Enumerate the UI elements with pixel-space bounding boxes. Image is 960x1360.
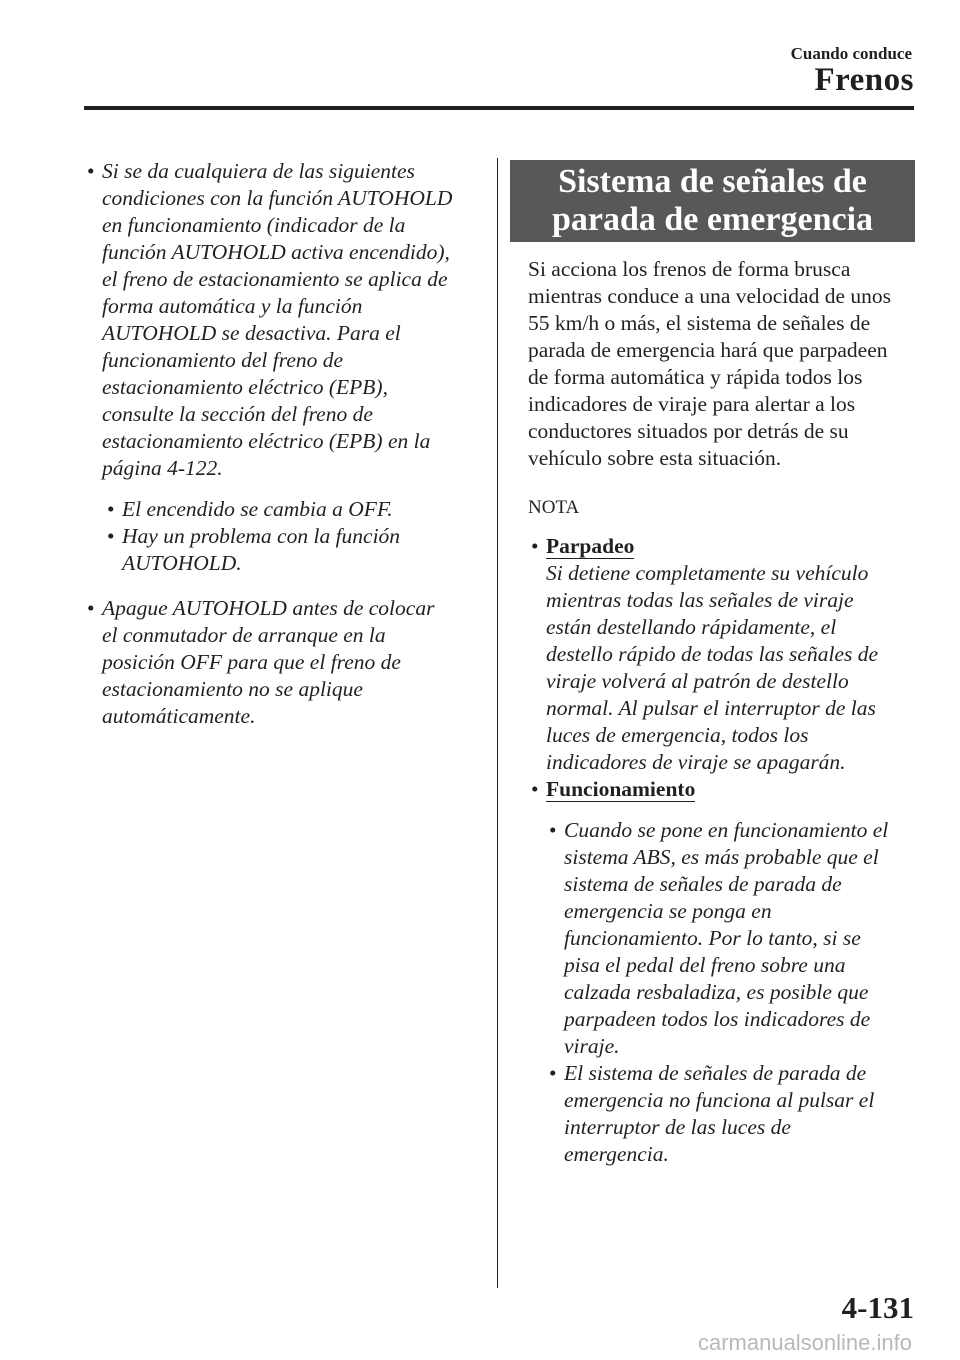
text-line: emergencia no funciona al pulsar el <box>564 1088 875 1112</box>
note-heading-funcionamiento: Funcionamiento <box>546 777 696 801</box>
page-number: 4-131 <box>841 1290 914 1325</box>
text-line: página 4-122. <box>102 456 223 480</box>
text-line: viraje. <box>564 1034 620 1058</box>
bullet-icon: • <box>531 534 539 558</box>
text-line: Hay un problema con la función <box>122 524 401 548</box>
text-line: Si acciona los frenos de forma brusca <box>528 257 851 281</box>
watermark: carmanualsonline.info <box>697 1330 912 1355</box>
text-line: destello rápido de todas las señales de <box>546 642 879 666</box>
text-line: forma automática y la función <box>102 294 363 318</box>
section-body-text <box>528 256 918 472</box>
text-line: el freno de estacionamiento se aplica de <box>102 267 448 291</box>
text-line: interruptor de las luces de <box>564 1115 791 1139</box>
section-title-box <box>510 160 915 242</box>
text-line: mientras conduce a una velocidad de unos <box>528 284 891 308</box>
text-line: 55 km/h o más, el sistema de señales de <box>528 311 871 335</box>
bullet-icon: • <box>87 159 95 183</box>
text-line: parada de emergencia hará que parpadeen <box>528 338 888 362</box>
text-line: en funcionamiento (indicador de la <box>102 213 406 237</box>
note-item-parpadeo <box>528 533 918 560</box>
text-line: estacionamiento no se aplique <box>102 677 363 701</box>
text-line: El encendido se cambia a OFF. <box>122 497 393 521</box>
text-line: indicadores de viraje se apagarán. <box>546 750 846 774</box>
text-line: AUTOHOLD. <box>122 551 242 575</box>
text-line: mientras todas las señales de viraje <box>546 588 854 612</box>
text-line: están destellando rápidamente, el <box>546 615 837 639</box>
bullet-icon: • <box>87 596 95 620</box>
bullet-icon: • <box>531 777 539 801</box>
text-line: funcionamiento del freno de <box>102 348 344 372</box>
header-chapter-title: Frenos <box>814 62 914 98</box>
left-subbullet-autohold-problem <box>104 523 484 577</box>
bullet-text <box>564 1060 918 1168</box>
note-heading-parpadeo: Parpadeo <box>546 534 635 558</box>
header-section: Cuando conduce <box>790 44 912 63</box>
column-divider <box>497 158 498 1288</box>
bullet-text <box>102 595 484 730</box>
note-item-funcionamiento <box>528 776 918 803</box>
text-line: consulte la sección del freno de <box>102 402 373 426</box>
bullet-text <box>102 158 484 482</box>
text-line: automáticamente. <box>102 704 256 728</box>
text-line: Apague AUTOHOLD antes de colocar <box>102 596 435 620</box>
right-column <box>528 256 918 1168</box>
bullet-text <box>122 496 484 523</box>
text-line: de forma automática y rápida todos los <box>528 365 863 389</box>
bullet-icon: • <box>107 524 115 548</box>
text-line: calzada resbaladiza, es posible que <box>564 980 869 1004</box>
text-line: sistema ABS, es más probable que el <box>564 845 879 869</box>
text-line: condiciones con la función AUTOHOLD <box>102 186 453 210</box>
nota-label: NOTA <box>528 497 580 518</box>
text-line: sistema de señales de parada de <box>564 872 842 896</box>
bullet-text <box>122 523 484 577</box>
header-rule <box>84 106 914 110</box>
text-line: normal. Al pulsar el interruptor de las <box>546 696 876 720</box>
text-line: luces de emergencia, todos los <box>546 723 809 747</box>
text-line: pisa el pedal del freno sobre una <box>564 953 846 977</box>
bullet-icon: • <box>107 497 115 521</box>
note-text-parpadeo <box>546 560 918 776</box>
text-line: parpadeen todos los indicadores de <box>564 1007 871 1031</box>
text-line: el conmutador de arranque en la <box>102 623 386 647</box>
bullet-icon: • <box>549 1061 557 1085</box>
text-line: Si se da cualquiera de las siguientes <box>102 159 415 183</box>
bullet-text <box>564 817 918 1060</box>
text-line: conductores situados por detrás de su <box>528 419 849 443</box>
text-line: AUTOHOLD se desactiva. Para el <box>102 321 401 345</box>
left-subbullet-ignition-off <box>104 496 484 523</box>
left-column <box>84 158 484 730</box>
note-subbullet-abs <box>546 817 918 1060</box>
text-line: funcionamiento. Por lo tanto, si se <box>564 926 861 950</box>
text-line: estacionamiento eléctrico (EPB), <box>102 375 388 399</box>
left-bullet-autohold-conditions <box>84 158 484 482</box>
left-bullet-turn-off-autohold <box>84 595 484 730</box>
text-line: estacionamiento eléctrico (EPB) en la <box>102 429 431 453</box>
text-line: vehículo sobre esta situación. <box>528 446 782 470</box>
text-line: emergencia. <box>564 1142 669 1166</box>
text-line: Si detiene completamente su vehículo <box>546 561 869 585</box>
text-line: El sistema de señales de parada de <box>564 1061 867 1085</box>
section-title <box>510 163 915 239</box>
text-line: parada de emergencia <box>551 201 874 238</box>
text-line: viraje volverá al patrón de destello <box>546 669 849 693</box>
text-line: emergencia se ponga en <box>564 899 772 923</box>
text-line: indicadores de viraje para alertar a los <box>528 392 856 416</box>
text-line: función AUTOHOLD activa encendido), <box>102 240 450 264</box>
text-line: Sistema de señales de <box>558 163 867 200</box>
bullet-icon: • <box>549 818 557 842</box>
text-line: Cuando se pone en funcionamiento el <box>564 818 889 842</box>
note-subbullet-hazard-switch <box>546 1060 918 1168</box>
text-line: posición OFF para que el freno de <box>102 650 401 674</box>
